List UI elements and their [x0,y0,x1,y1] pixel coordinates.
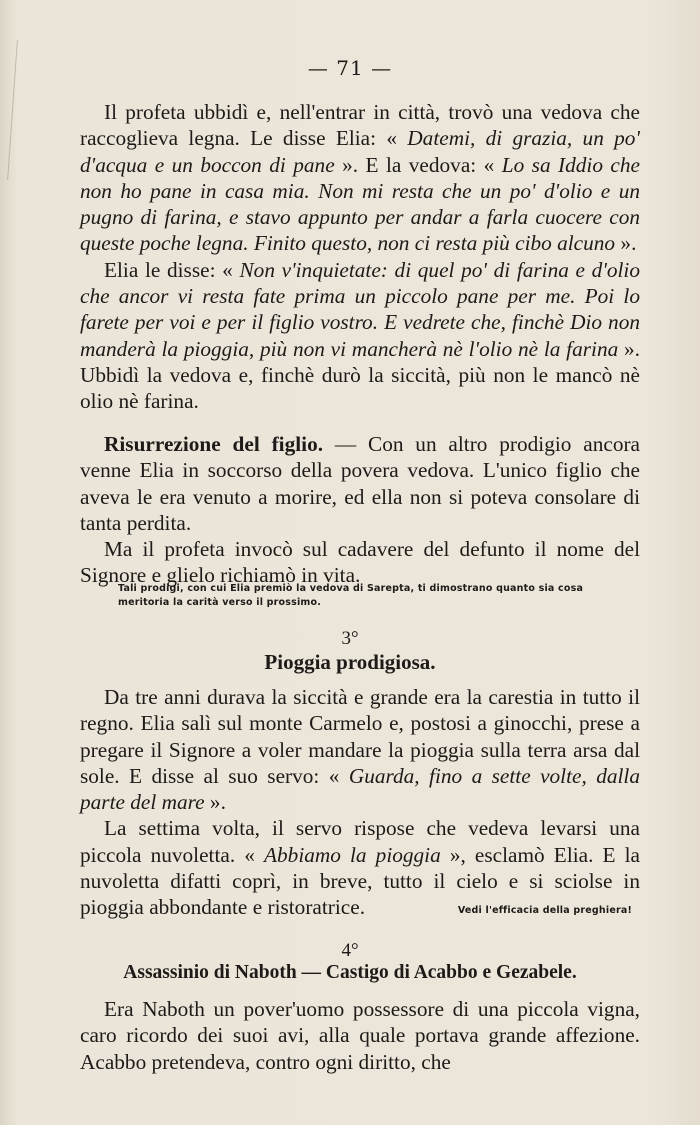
paragraph-widow-dialogue [80,99,640,257]
text-span: ». E la vedova: « [334,152,502,177]
paragraph-block-resurrection [80,431,640,589]
text-span: ». [204,790,226,815]
section-number: 4° [341,940,359,961]
moral-note: Tali prodigi, con cui Elia premiò la vedova di Sarepta, ti dimostrano quanto sia cosa meritoria la carità verso il prossimo. [118,583,584,608]
italic-quote: Datemi, di grazia, un po' d'acqua e un boccon di pane [80,126,640,177]
section-heading: Risurrezione del figlio. [104,432,324,456]
italic-quote: Abbiamo la pioggia [264,842,441,867]
paragraph-drought [80,684,640,815]
paragraph-elia-reply [80,257,640,415]
prayer-note: Vedi l'efficacia della preghiera! [457,905,632,916]
paragraph-resurrection [80,431,640,536]
paragraph-block-naboth [80,996,640,1075]
paragraph-block-widow [80,99,640,415]
italic-quote: Non v'inquietate: di quel po' di farina e d'olio che ancor vi resta fate prima un piccolo pane per me. Poi lo farete per voi e per il figlio vostro. E vedrete che, finchè Dio non manderà la pioggia, più non vi mancherà nè l'olio nè la farina [80,257,640,361]
section-number: 3° [341,628,359,649]
text-span: ». [615,231,637,256]
italic-quote: Guarda, fino a sette volte, dalla parte del mare [80,763,640,815]
text-span: — Con un altro prodigio ancora venne Elia in soccorso della povera vedova. L'unico figlio che aveva le era venuto a morire, ed ella non si poteva consolare di tanta perdita. [80,432,641,535]
text-span: La settima volta, il servo rispose che vedeva levarsi una piccola nuvoletta. « [80,816,640,867]
text-span: ». Ubbidì la vedova e, finchè durò la siccità, più non le mancò nè olio nè farina. [80,336,640,414]
text-span: Il profeta ubbidì e, nell'entrar in città, trovò una vedova che raccoglieva legna. Le disse Elia: « [80,100,640,151]
text-span: Da tre anni durava la siccità e grande era la carestia in tutto il regno. Elia salì sul monte Carmelo e, postosi a ginocchi, prese a pregare il Signore a voler mandare la pioggia sulla terra arsa dal sole. E disse al suo servo: « [80,685,640,788]
paragraph-block-rain [80,684,640,921]
text-span: », esclamò Elia. E la nuvoletta difatti coprì, in breve, tutto il cielo e si sciolse in pioggia abbondante e ristoratrice. [80,842,641,920]
section-title: Assassinio di Naboth — Castigo di Acabbo e Gezabele. [123,962,577,983]
page-number: — 71 — [307,56,393,80]
paragraph-prophet-invokes: Ma il profeta invocò sul cadavere del defunto il nome del Signore e glielo richiamò in vita. [80,537,640,588]
text-span: Elia le disse: « [104,257,240,282]
section-title: Pioggia prodigiosa. [264,650,436,674]
paragraph-naboth: Era Naboth un pover'uomo possessore di una piccola vigna, caro ricordo dei suoi avi, alla quale portava grande affezione. Acabbo pretendeva, contro ogni diritto, che [80,997,640,1074]
italic-quote: Lo sa Iddio che non ho pane in casa mia. Non mi resta che un po' d'olio e un pugno di farina, e stavo appunto per andar a farla cuocere con queste poche legna. Finito questo, non ci resta più cibo alcuno [80,152,640,256]
